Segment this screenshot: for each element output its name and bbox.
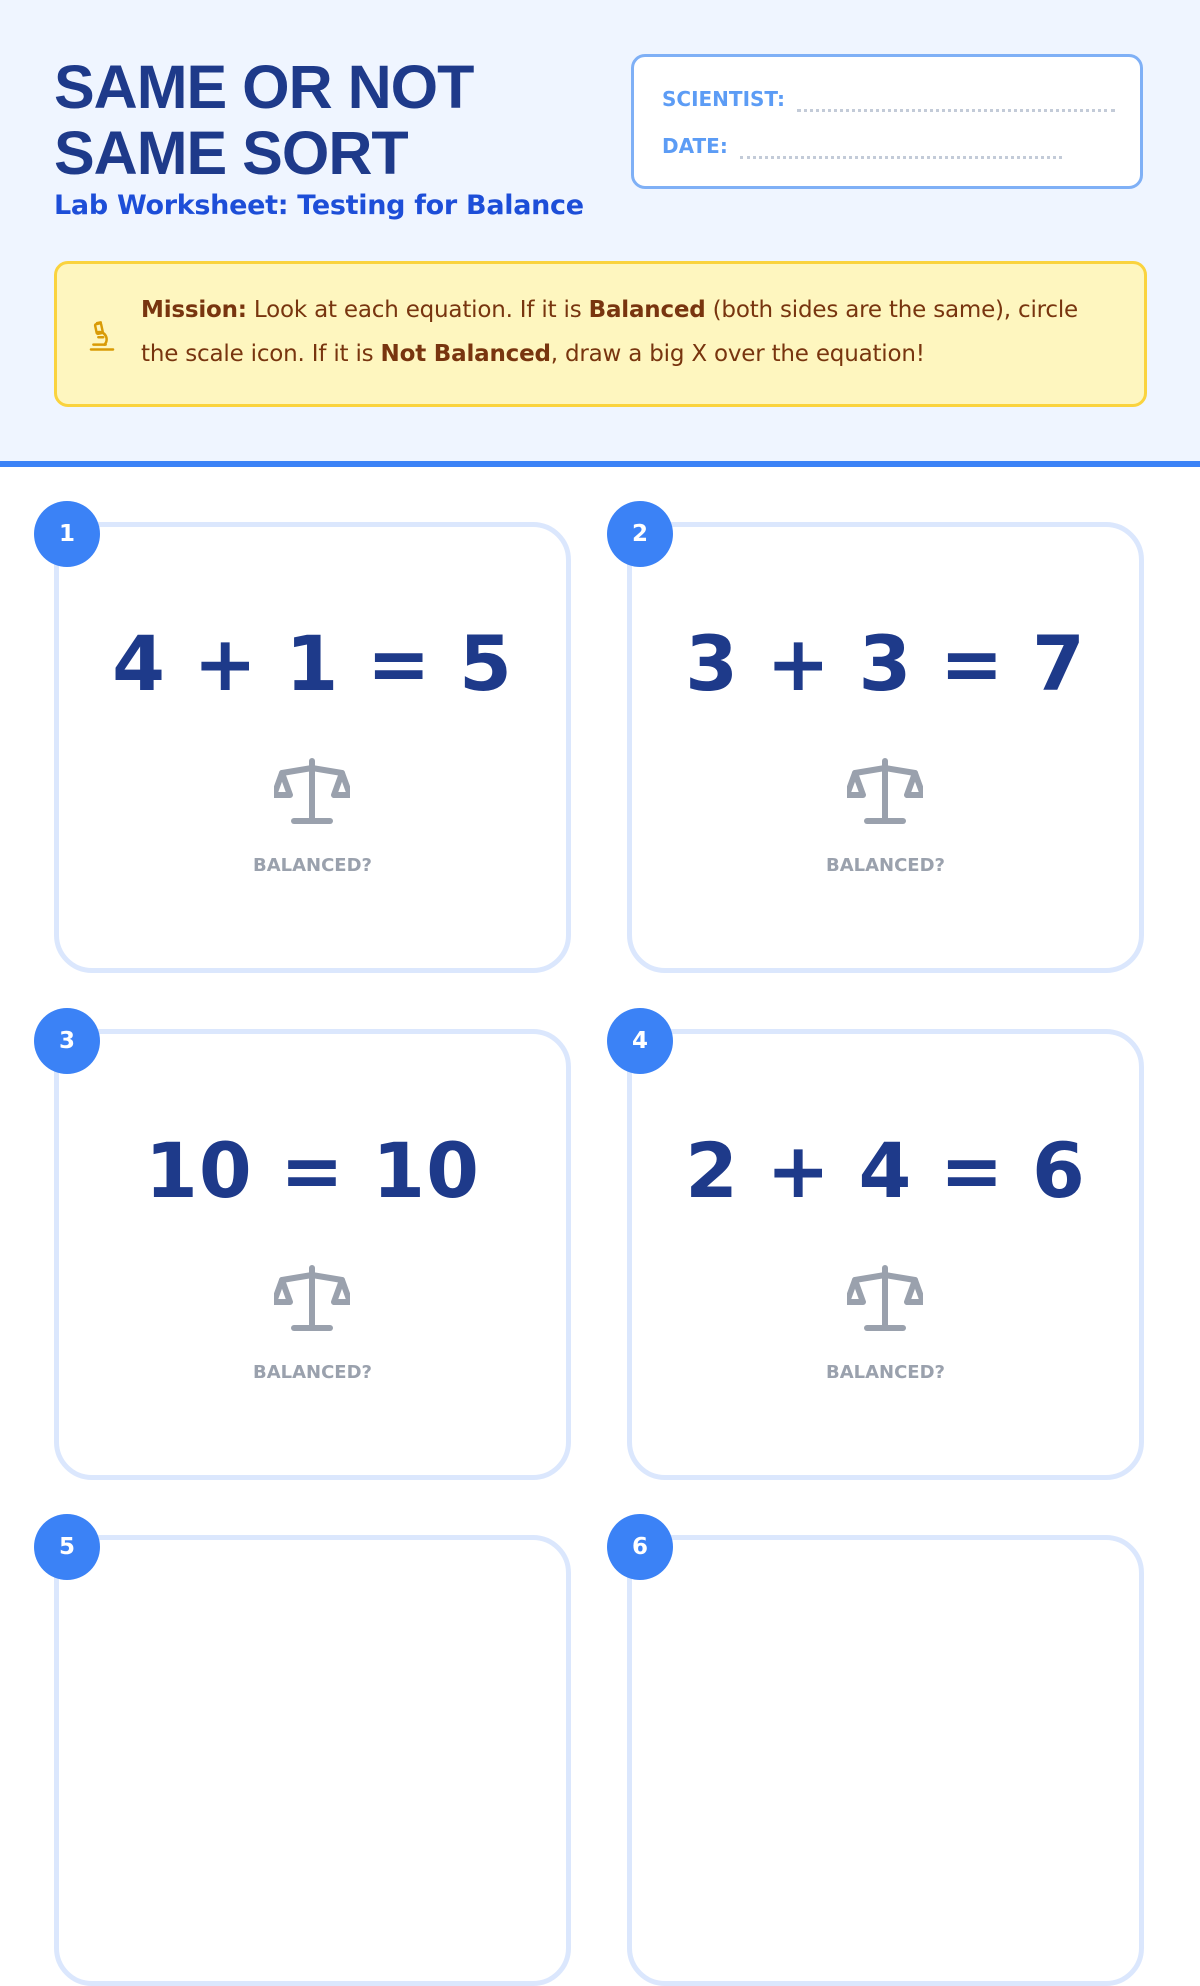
student-info-box bbox=[631, 54, 1143, 189]
scale-icon[interactable] bbox=[847, 757, 923, 827]
mission-text bbox=[141, 288, 1121, 376]
scientist-row bbox=[662, 87, 1122, 117]
date-row bbox=[662, 134, 1122, 164]
problem-card bbox=[54, 1029, 571, 1480]
problem-number-badge: 2 bbox=[607, 501, 673, 567]
problem-card bbox=[54, 522, 571, 973]
problem-number-badge: 5 bbox=[34, 1514, 100, 1580]
term-balanced: Balanced bbox=[588, 297, 706, 323]
mission-text-part: , draw a big X over the equation! bbox=[550, 341, 925, 367]
problem-number-badge: 1 bbox=[34, 501, 100, 567]
problem-card bbox=[54, 1535, 571, 1986]
problem-card bbox=[627, 1535, 1144, 1986]
mission-text-part: Look at each equation. If it is bbox=[246, 297, 589, 323]
microscope-icon bbox=[87, 320, 117, 352]
problem-number-badge: 4 bbox=[607, 1008, 673, 1074]
date-label: DATE: bbox=[662, 134, 728, 158]
balanced-label: BALANCED? bbox=[825, 855, 945, 876]
problem-number-badge: 3 bbox=[34, 1008, 100, 1074]
scale-icon[interactable] bbox=[274, 1264, 350, 1334]
equation[interactable]: 10 = 10 bbox=[144, 1126, 481, 1215]
mission-lead: Mission: bbox=[141, 297, 247, 323]
mission-text-part: (both sides are the same), circle the scale icon. If it is bbox=[141, 297, 1078, 367]
page-title: SAME OR NOT SAME SORT bbox=[54, 53, 474, 187]
balanced-label: BALANCED? bbox=[825, 1362, 945, 1383]
problem-card bbox=[627, 1029, 1144, 1480]
problem-card bbox=[627, 522, 1144, 973]
term-not-balanced: Not Balanced bbox=[380, 341, 551, 367]
page-subtitle: Lab Worksheet: Testing for Balance bbox=[54, 190, 584, 221]
mission-box bbox=[54, 261, 1147, 407]
equation[interactable]: 3 + 3 = 7 bbox=[685, 619, 1086, 708]
scale-icon[interactable] bbox=[847, 1264, 923, 1334]
worksheet-header bbox=[0, 0, 1200, 467]
scale-icon[interactable] bbox=[274, 757, 350, 827]
equation[interactable]: 4 + 1 = 5 bbox=[112, 619, 513, 708]
scientist-name-line[interactable] bbox=[797, 109, 1115, 112]
scientist-label: SCIENTIST: bbox=[662, 87, 785, 111]
date-line[interactable] bbox=[740, 156, 1062, 159]
equation[interactable]: 2 + 4 = 6 bbox=[685, 1126, 1086, 1215]
problem-number-badge: 6 bbox=[607, 1514, 673, 1580]
balanced-label: BALANCED? bbox=[252, 1362, 372, 1383]
balanced-label: BALANCED? bbox=[252, 855, 372, 876]
